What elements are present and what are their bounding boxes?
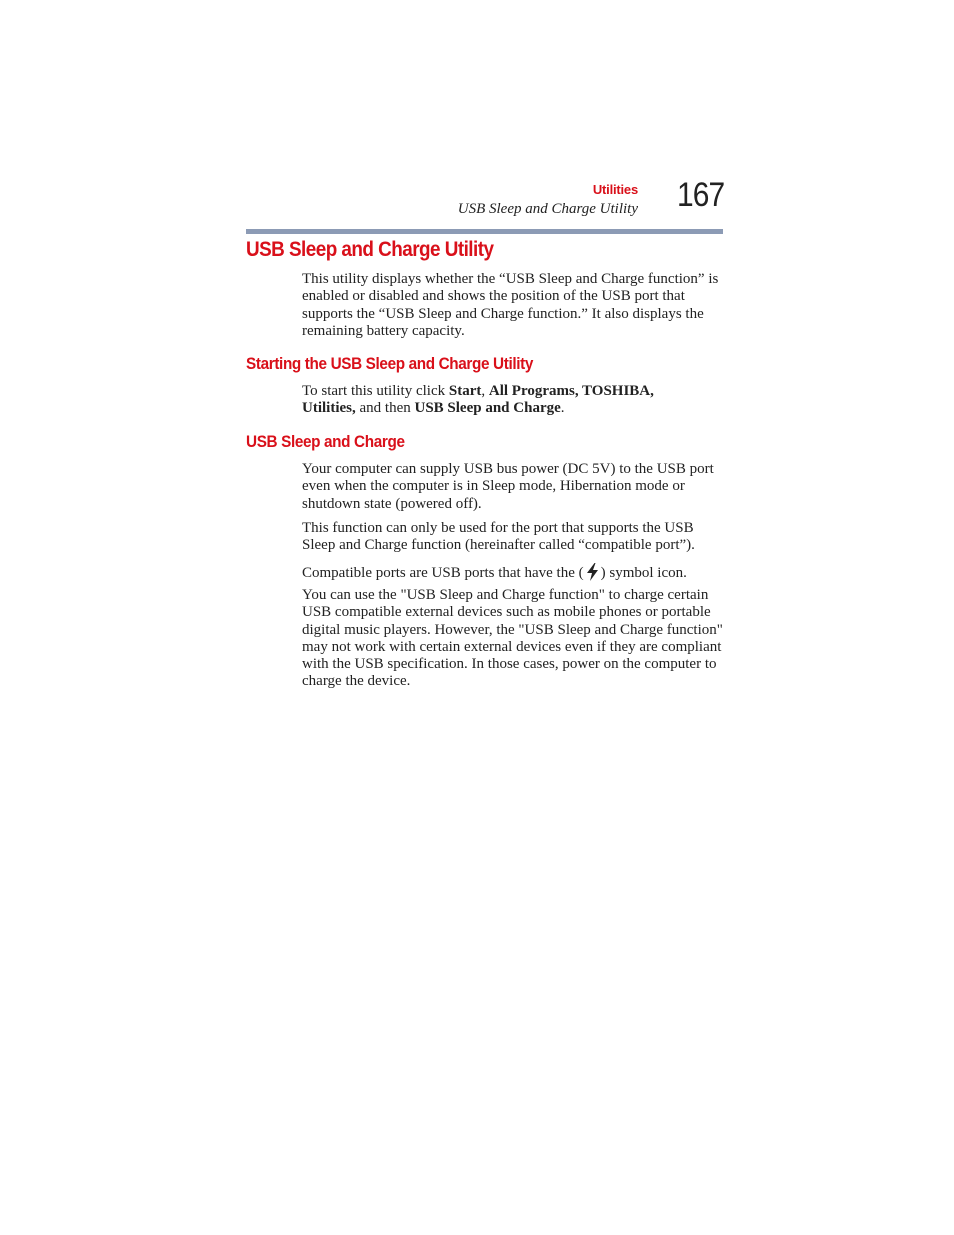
starting-comma: , — [481, 383, 489, 399]
starting-utility-heading: Starting the USB Sleep and Charge Utility — [246, 354, 534, 373]
running-header-subsection: USB Sleep and Charge Utility — [457, 201, 638, 217]
paragraph-3-text-before: Compatible ports are USB ports that have the — [302, 565, 579, 581]
starting-and-then: and then — [355, 400, 415, 417]
charge-paragraph-1: Your computer can supply USB bus power (DC 5V) to the USB port even when the computer is in Sleep mode, Hibernation mode or shutdown state (powered off). — [302, 461, 714, 512]
paragraph-3-text-after: symbol icon. — [605, 565, 687, 581]
utility-name-label: USB Sleep and Charge — [414, 400, 561, 417]
start-menu-label: Start — [448, 383, 482, 399]
charge-paragraph-3: Compatible ports are USB ports that have the ( ) symbol icon. — [302, 562, 726, 582]
starting-period: . — [560, 400, 565, 417]
starting-text-before: To start this utility click — [302, 383, 449, 399]
starting-utility-paragraph — [302, 383, 682, 418]
main-heading: USB Sleep and Charge Utility — [246, 238, 494, 261]
intro-paragraph: This utility displays whether the “USB Sleep and Charge function” is enabled or disabled and shows the position of the USB port that supports the “USB Sleep and Charge function.” It also displays the remaining battery capacity. — [302, 271, 719, 339]
usb-sleep-and-charge-heading: USB Sleep and Charge — [246, 432, 405, 451]
page-number: 167 — [677, 176, 725, 214]
running-header-section: Utilities — [592, 182, 638, 197]
header-rule — [246, 229, 723, 234]
charge-paragraph-2: This function can only be used for the port that supports the USB Sleep and Charge function (hereinafter called “compatible port”). — [302, 520, 695, 554]
charge-paragraph-4: You can use the "USB Sleep and Charge function" to charge certain USB compatible external devices such as mobile phones or portable digital music players. However, the "USB Sleep and Charge function" may not work with certain external devices even if they are compliant with the USB specification. In those cases, power on the computer to charge the device. — [302, 587, 723, 690]
usb-sleep-and-charge-icon — [584, 562, 601, 582]
programs-path-label: All Programs, TOSHIBA, Utilities, — [302, 383, 654, 417]
